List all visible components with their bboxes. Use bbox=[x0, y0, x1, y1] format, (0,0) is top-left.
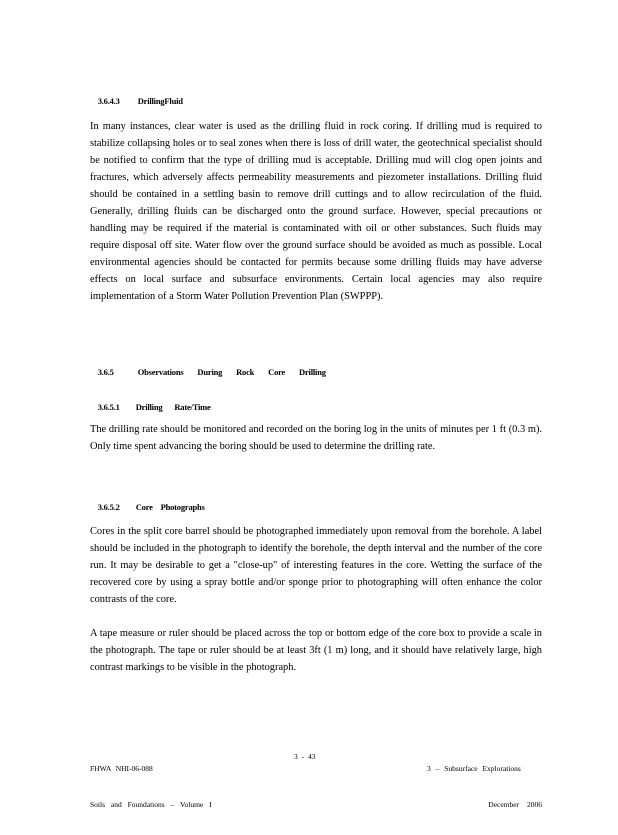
section-heading-drilling-fluid bbox=[90, 86, 183, 116]
footer-right bbox=[427, 739, 542, 835]
section-heading-observations bbox=[90, 357, 326, 387]
footer-document-title: Soils and Foundations – Volume I bbox=[90, 800, 212, 809]
section-title: Core Photographs bbox=[135, 502, 205, 512]
footer-page-number: 3 - 43 bbox=[294, 752, 316, 761]
footer-left bbox=[90, 739, 212, 835]
paragraph-core-photographs-1: Cores in the split core barrel should be photographed immediately upon removal from the borehole. A label should be included in the photograph to identify the borehole, the depth interval and the number of the core run. It may be desirable to get a "close-up" of interesting features in the core. Wetting the surface of the recovered core by using a spray bottle and/or sponge prior to photographing will often enhance the color contrasts of the core. bbox=[90, 526, 542, 605]
section-title: DrillingFluid bbox=[137, 96, 183, 106]
paragraph-core-photographs-2: A tape measure or ruler should be placed across the top or bottom edge of the core box to provide a scale in the photograph. The tape or ruler should be at least 3ft (1 m) long, and it should have relatively large, high contrast markings to be visible in the photograph. bbox=[90, 628, 542, 673]
section-title: Observations During Rock Core Drilling bbox=[137, 367, 326, 377]
footer-publication-id: FHWA NHI-06-088 bbox=[90, 764, 153, 773]
section-title: Drilling Rate/Time bbox=[135, 402, 211, 412]
footer-chapter-title: 3 – Subsurface Explorations bbox=[427, 764, 521, 773]
paragraph-drilling-rate: The drilling rate should be monitored and recorded on the boring log in the units of minutes per 1 ft (0.3 m). Only time spent advancing the boring should be used to determine the drilling rate. bbox=[90, 424, 542, 452]
section-heading-drilling-rate bbox=[90, 392, 211, 422]
section-number: 3.6.4.3 bbox=[97, 96, 120, 106]
section-number: 3.6.5 bbox=[97, 367, 114, 377]
footer-date: December 2006 bbox=[488, 800, 542, 809]
paragraph-drilling-fluid: In many instances, clear water is used as the drilling fluid in rock coring. If drilling mud is required to stabilize collapsing holes or to seal zones when there is loss of drill water, the geotechnical specialist should be notified to confirm that the type of drilling mud is acceptable. Drilling mud will clog open joints and fractures, which adversely affects permeability measurements and piezometer installations. Drilling fluid should be contained in a settling basin to remove drill cuttings and to allow recirculation of the fluid. Generally, drilling fluids can be discharged onto the ground surface. However, special precautions or handling may be required if the material is contaminated with oil or other substances. Such fluids may require disposal off site. Water flow over the ground surface should be avoided as much as possible. Local environmental agencies should be contacted for permits because some drilling fluids may have adverse effects on local surface and subsurface environments. Certain local agencies may also require implementation of a Storm Water Pollution Prevention Plan (SWPPP). bbox=[90, 121, 542, 302]
section-number: 3.6.5.1 bbox=[97, 402, 120, 412]
section-heading-core-photographs bbox=[90, 492, 205, 522]
section-number: 3.6.5.2 bbox=[97, 502, 120, 512]
